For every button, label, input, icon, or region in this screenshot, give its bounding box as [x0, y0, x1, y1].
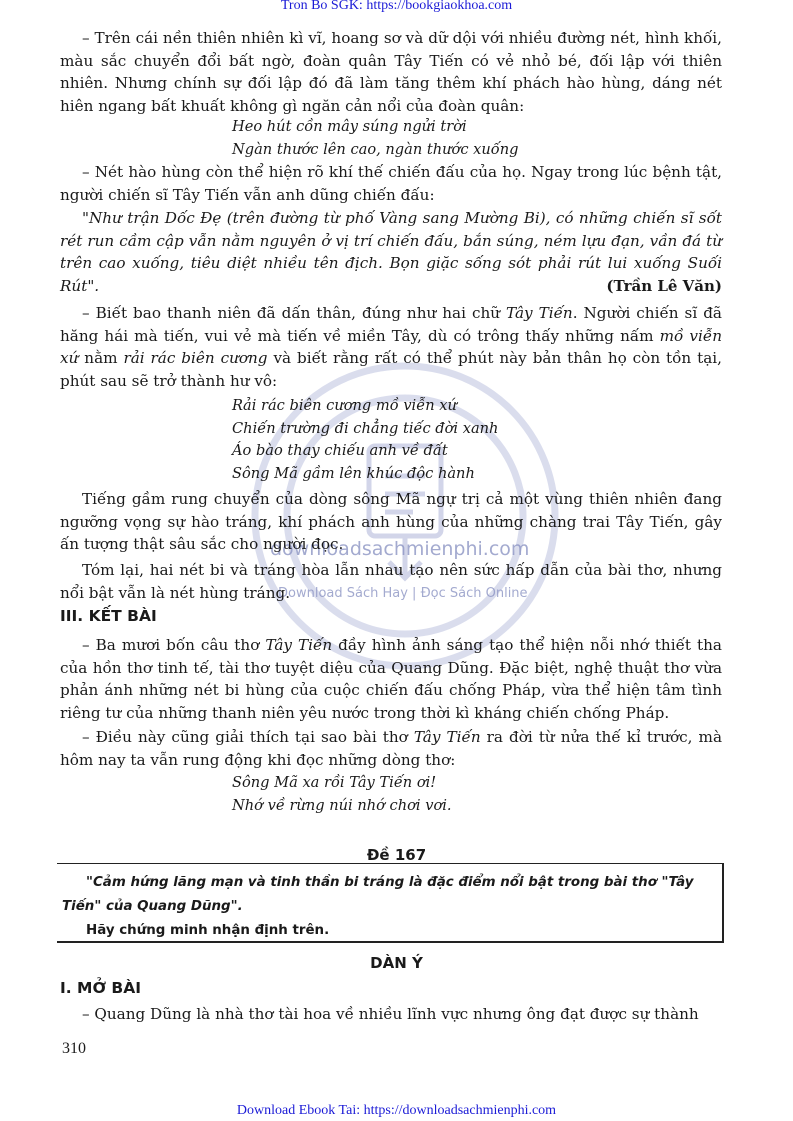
verse-line: Sông Mã xa rồi Tây Tiến ơi!	[232, 774, 437, 791]
verse-line: Áo bào thay chiếu anh về đất	[232, 442, 448, 460]
watermark-tagline: Download Sách Hay | Đọc Sách Online	[278, 586, 528, 601]
section-heading-ket-bai: III. KẾT BÀI	[60, 607, 157, 625]
outline-title: DÀN Ý	[370, 954, 423, 972]
paragraph-1	[60, 27, 722, 117]
exam-prompt-text: "Cảm hứng lãng mạn và tinh thần bi tráng là đặc điểm nổi bật trong bài thơ "Tây Tiến" của Quang Dũng".	[62, 875, 694, 914]
footer-link[interactable]: Download Ebook Tai: https://downloadsachmienphi.com	[236, 1103, 557, 1118]
paragraph-1-text: – Trên cái nền thiên nhiên kì vĩ, hoang sơ và dữ dội với nhiều đường nét, hình khối, màu sắc chuyển đổi bất ngờ, đoàn quân Tây Tiến có vẻ nhỏ bé, đối lập với thiên nhiên. Nhưng chính sự đối lập đó đã làm tăng thêm khí phách hào hùng, dáng nét hiên ngang bất khuất không gì ngăn cản nổi của đoàn quân:	[60, 29, 722, 115]
exam-task-text: Hãy chứng minh nhận định trên.	[86, 923, 330, 938]
exam-prompt	[62, 871, 722, 943]
paragraph-7-text: – Điều này cũng giải thích tại sao bài thơ Tây Tiến ra đời từ nửa thế kỉ trước, mà hôm nay ta vẫn rung động khi đọc những dòng thơ:	[60, 728, 722, 769]
paragraph-6-text: – Ba mươi bốn câu thơ Tây Tiến đầy hình ảnh sáng tạo thể hiện nỗi nhớ thiết tha của hồn thơ tinh tế, tài thơ tuyệt diệu của Quang Dũng. Đặc biệt, nghệ thuật thơ vừa phản ánh những nét bi hùng của cuộc chiến đấu chống Pháp, vừa thể hiện tâm tình riêng tư của những thanh niên yêu nước trong thời kì kháng chiến chống Pháp.	[60, 636, 722, 722]
section-heading-mo-bai: I. MỞ BÀI	[60, 979, 141, 997]
paragraph-2	[60, 161, 722, 206]
verse-line: Ngàn thước lên cao, ngàn thước xuống	[232, 140, 519, 158]
paragraph-5-text: Tóm lại, hai nét bi và tráng hòa lẫn nhau tạo nên sức hấp dẫn của bài thơ, nhưng nổi bật vẫn là nét hùng tráng.	[60, 561, 722, 602]
verse-line: Nhớ về rừng núi nhớ chơi vơi.	[232, 796, 452, 814]
verse-block-3	[232, 772, 452, 817]
paragraph-5	[60, 559, 722, 604]
paragraph-4	[60, 488, 722, 556]
exam-title: Đề 167	[366, 846, 427, 864]
verse-line: Rải rác biên cương mồ viễn xứ	[232, 397, 457, 414]
page-number: 310	[62, 1040, 86, 1057]
paragraph-8-text: – Quang Dũng là nhà thơ tài hoa về nhiều lĩnh vực nhưng ông đạt được sự thành	[82, 1005, 699, 1023]
paragraph-3	[60, 302, 722, 392]
verse-line: Sông Mã gầm lên khúc độc hành	[232, 464, 475, 482]
watermark-site: downloadsachmienphi.com	[270, 538, 530, 560]
verse-block-1	[232, 116, 518, 161]
paragraph-7	[60, 726, 722, 771]
paragraph-8	[60, 1003, 722, 1026]
header-link[interactable]: Tron Bo SGK: https://bookgiaokhoa.com	[280, 0, 513, 13]
paragraph-3-text: – Biết bao thanh niên đã dấn thân, đúng như hai chữ Tây Tiến. Người chiến sĩ đã hăng hái mà tiến, vui vẻ mà tiến về miền Tây, dù có trông thấy những nấm mồ viễn xứ nằm rải rác biên cương và biết rằng rất có thể phút này bản thân họ còn tồn tại, phút sau sẽ trở thành hư vô:	[60, 304, 722, 390]
quote-author: (Trần Lê Văn)	[606, 277, 722, 295]
quote-text: "Như trận Dốc Đẹ (trên đường từ phố Vàng sang Mường Bi), có những chiến sĩ sốt rét run cầm cập vẫn nằm nguyên ở vị trí chiến đấu, bắn súng, ném lựu đạn, vần đá từ trên cao xuống, tiêu diệt nhiều tên địch. Bọn giặc sống sót phải rút lui xuống Suối Rút".	[60, 209, 722, 295]
paragraph-2-text: – Nét hào hùng còn thể hiện rõ khí thế chiến đấu của họ. Ngay trong lúc bệnh tật, người chiến sĩ Tây Tiến vẫn anh dũng chiến đấu:	[60, 163, 722, 204]
paragraph-4-text: Tiếng gầm rung chuyển của dòng sông Mã ngự trị cả một vùng thiên nhiên đang ngưỡng vọng sự hào tráng, khí phách anh hùng của những chàng trai Tây Tiến, gây ấn tượng thật sâu sắc cho người đọc.	[60, 490, 722, 554]
verse-line: Chiến trường đi chẳng tiếc đời xanh	[232, 419, 499, 437]
verse-line: Heo hút cồn mây súng ngửi trời	[232, 118, 467, 135]
paragraph-6	[60, 634, 722, 724]
verse-block-2	[232, 395, 498, 485]
